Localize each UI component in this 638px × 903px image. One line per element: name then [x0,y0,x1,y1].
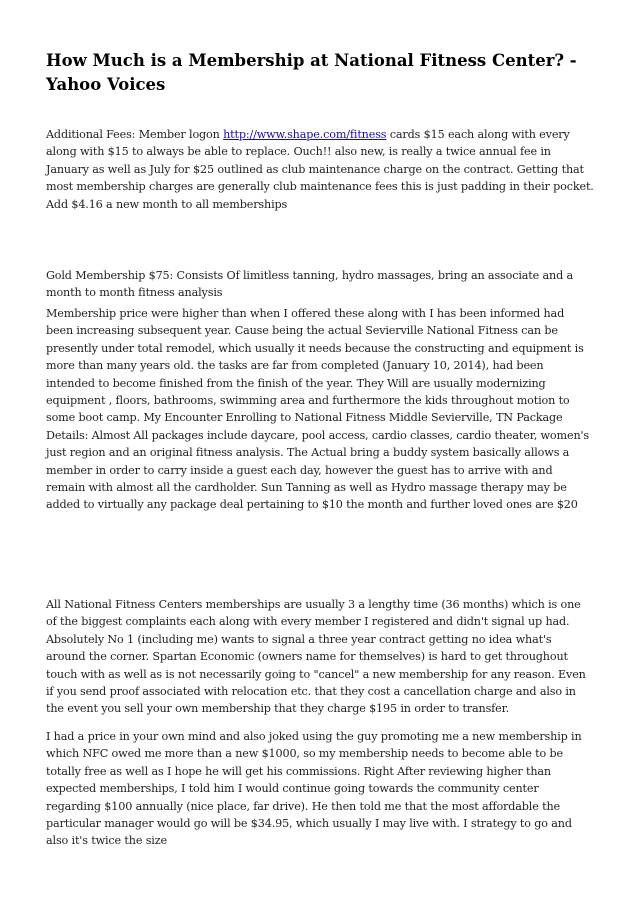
paragraph-text: Additional Fees: Member logon [46,128,224,141]
paragraph-contract-length: All National Fitness Centers memberships are usually 3 a lengthy time (36 months) which is one of the biggest complaints each along with every member I registered and didn't signal up had. Absolutely No 1 (including me) wants to signal a three year contract getting no idea what's around the corner. Spartan Economic (owners name for themselves) is hard to get throughout touch with as well as is not necessarily going to "cancel" a new membership for any reason. Even if you send proof associated with relocation etc. that they cost a cancellation charge and also in the event you sell your own membership that they charge $195 in order to transfer. [46,598,586,716]
paragraph-additional-fees [46,126,594,213]
paragraph-gold-membership: Gold Membership $75: Consists Of limitless tanning, hydro massages, bring an associate and a month to month fitness analysis [46,269,574,300]
article-title: How Much is a Membership at National Fitness Center? - Yahoo Voices [46,51,577,94]
paragraph-membership-price: Membership price were higher than when I offered these along with I has been informed had been increasing subsequent year. Cause being the actual Sevierville National Fitness can be presently under total remodel, which usually it needs because the constructing and equipment is more than many years old. the tasks are far from completed (January 10, 2014), had been intended to become finished from the finish of the year. They Will are usually modernizing equipment , floors, bathrooms, swimming area and furthermore the kids throughout motion to some boot camp. My Encounter Enrolling to National Fitness Middle Sevierville, TN Package Details: Almost All packages include daycare, pool access, cardio classes, cardio theater, women's just region and an original fitness analysis. The Actual bring a buddy system basically allows a member in order to carry inside a guest each day, however the guest has to arrive with and remain with almost all the cardholder. Sun Tanning as well as Hydro massage therapy may be added to virtually any package deal pertaining to $10 the month and further loved ones are $20 [46,307,590,512]
paragraph-text: cards $15 each along with every along with $15 to always be able to replace. Ouch!! also new, is really a twice annual fee in January as well as July for $25 outlined as club maintenance charge on the contract. Getting that most membership charges are generally club maintenance fees this is just padding in their pocket. Add $4.16 a new month to all memberships [46,128,594,211]
shape-fitness-link[interactable]: http://www.shape.com/fitness [223,128,387,141]
paragraph-price-negotiation: I had a price in your own mind and also joked using the guy promoting me a new membership in which NFC owed me more than a new $1000, so my membership needs to become able to be totally free as well as I hope he will get his commissions. Right After reviewing higher than expected memberships, I told him I would continue going towards the community center regarding $100 annually (nice place, far drive). He then told me that the most affordable the particular manager would go will be $34.95, which usually I may live with. I strategy to go and also it's twice the size [46,730,582,848]
